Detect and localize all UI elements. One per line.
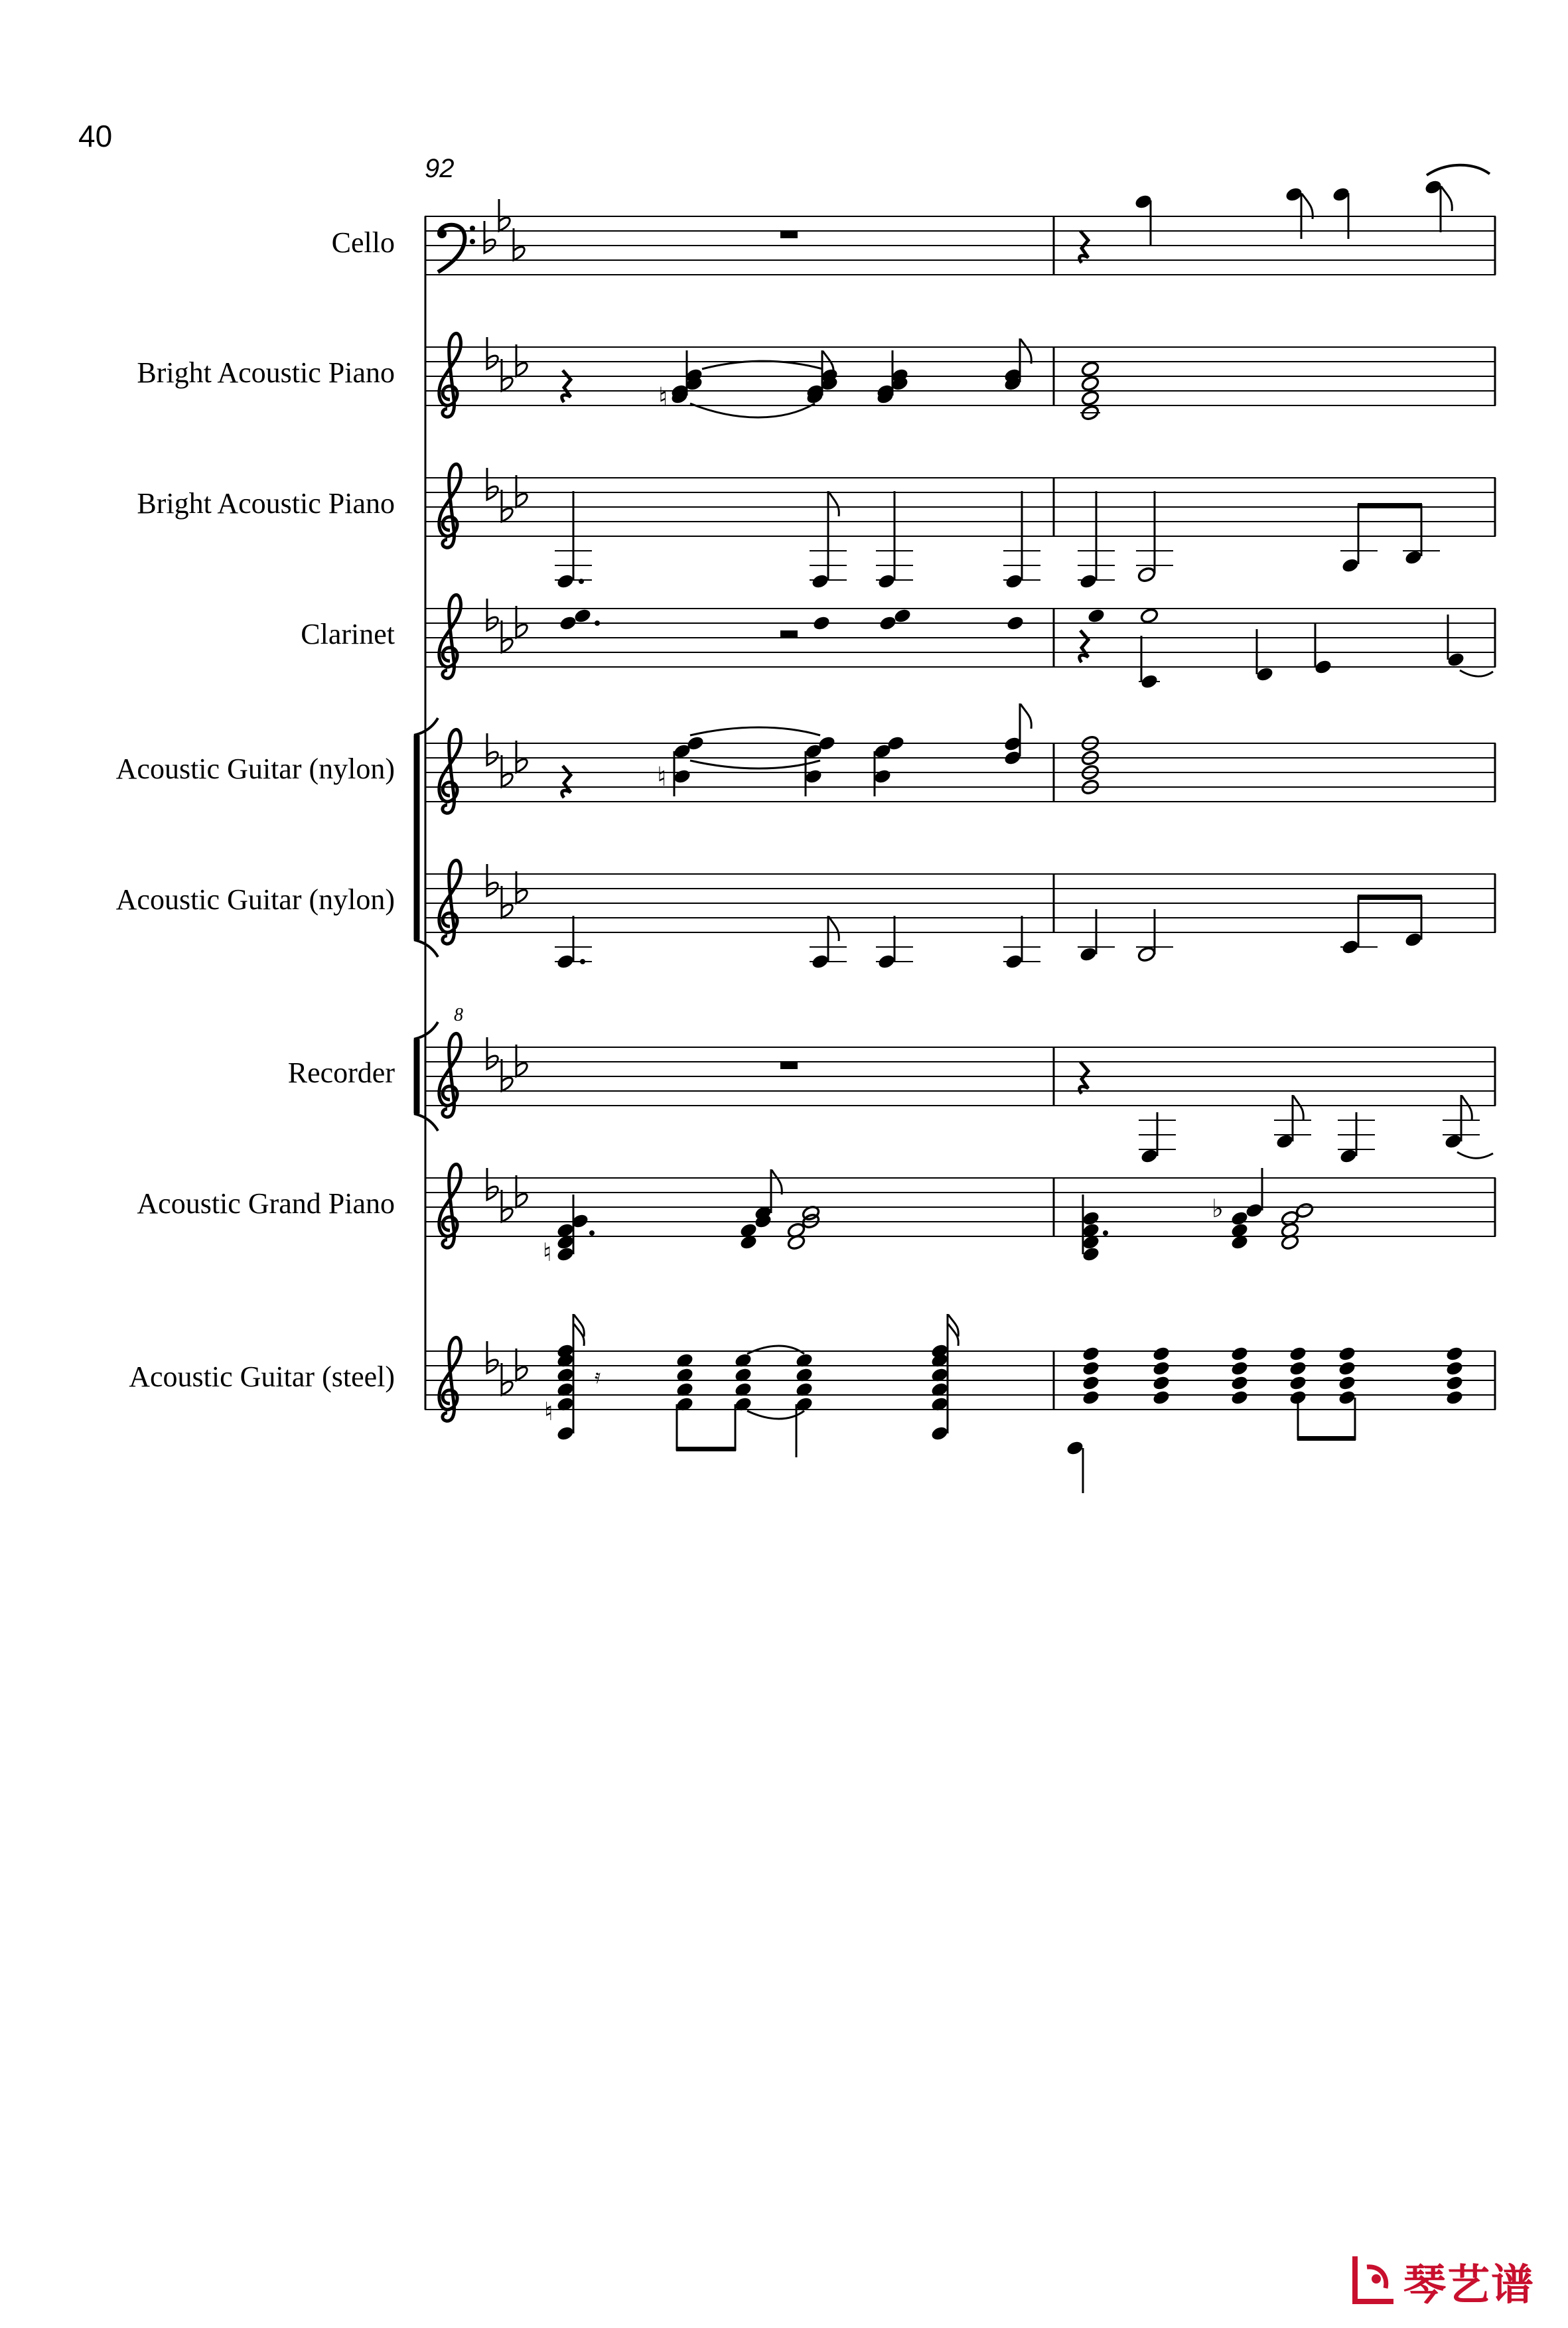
svg-text:♮: ♮ <box>544 1397 553 1426</box>
staff-label-clarinet: Clarinet <box>301 618 395 650</box>
svg-text:♮: ♮ <box>658 382 668 413</box>
nylon1-notes <box>562 703 1100 798</box>
staff-label-nylon-guitar-1: Acoustic Guitar (nylon) <box>115 753 395 785</box>
svg-text:♭: ♭ <box>1212 1194 1224 1223</box>
measure-number: 92 <box>425 154 455 183</box>
staff-label-cello: Cello <box>331 226 395 259</box>
staff-label-bright-piano-1: Bright Acoustic Piano <box>137 356 395 389</box>
svg-text:♮: ♮ <box>657 762 667 792</box>
staff-cello <box>425 216 1496 275</box>
svg-text:8: 8 <box>454 1005 463 1025</box>
clarinet-notes <box>559 607 1493 690</box>
staff-recorder <box>425 1047 1496 1106</box>
staff-label-steel-guitar: Acoustic Guitar (steel) <box>129 1360 395 1393</box>
staff-nylon-guitar-2 <box>425 874 1496 932</box>
staff-bright-piano-1 <box>425 347 1496 405</box>
staff-steel-guitar <box>425 1351 1496 1410</box>
staff-nylon-guitar-1 <box>425 743 1496 802</box>
svg-text:𝄿: 𝄿 <box>595 1365 601 1388</box>
steel-guitar-chords <box>544 1314 1464 1493</box>
staff-label-bright-piano-2: Bright Acoustic Piano <box>137 487 395 520</box>
watermark-text: 琴艺谱 <box>1403 2261 1535 2310</box>
staff-label-recorder: Recorder <box>287 1056 395 1089</box>
staff-label-grand-piano: Acoustic Grand Piano <box>137 1187 395 1220</box>
recorder-notes <box>780 1062 1493 1165</box>
grand-piano-chords <box>543 1168 1314 1267</box>
svg-text:♮: ♮ <box>543 1238 552 1267</box>
staff-label-nylon-guitar-2: Acoustic Guitar (nylon) <box>115 883 395 916</box>
page-number: 40 <box>78 119 113 153</box>
key-signatures <box>484 199 527 1395</box>
bp1-chords <box>658 338 1100 421</box>
staff-bright-piano-2 <box>425 478 1496 536</box>
staff-grand-piano <box>425 1178 1496 1236</box>
bp2-notes <box>555 491 1440 590</box>
